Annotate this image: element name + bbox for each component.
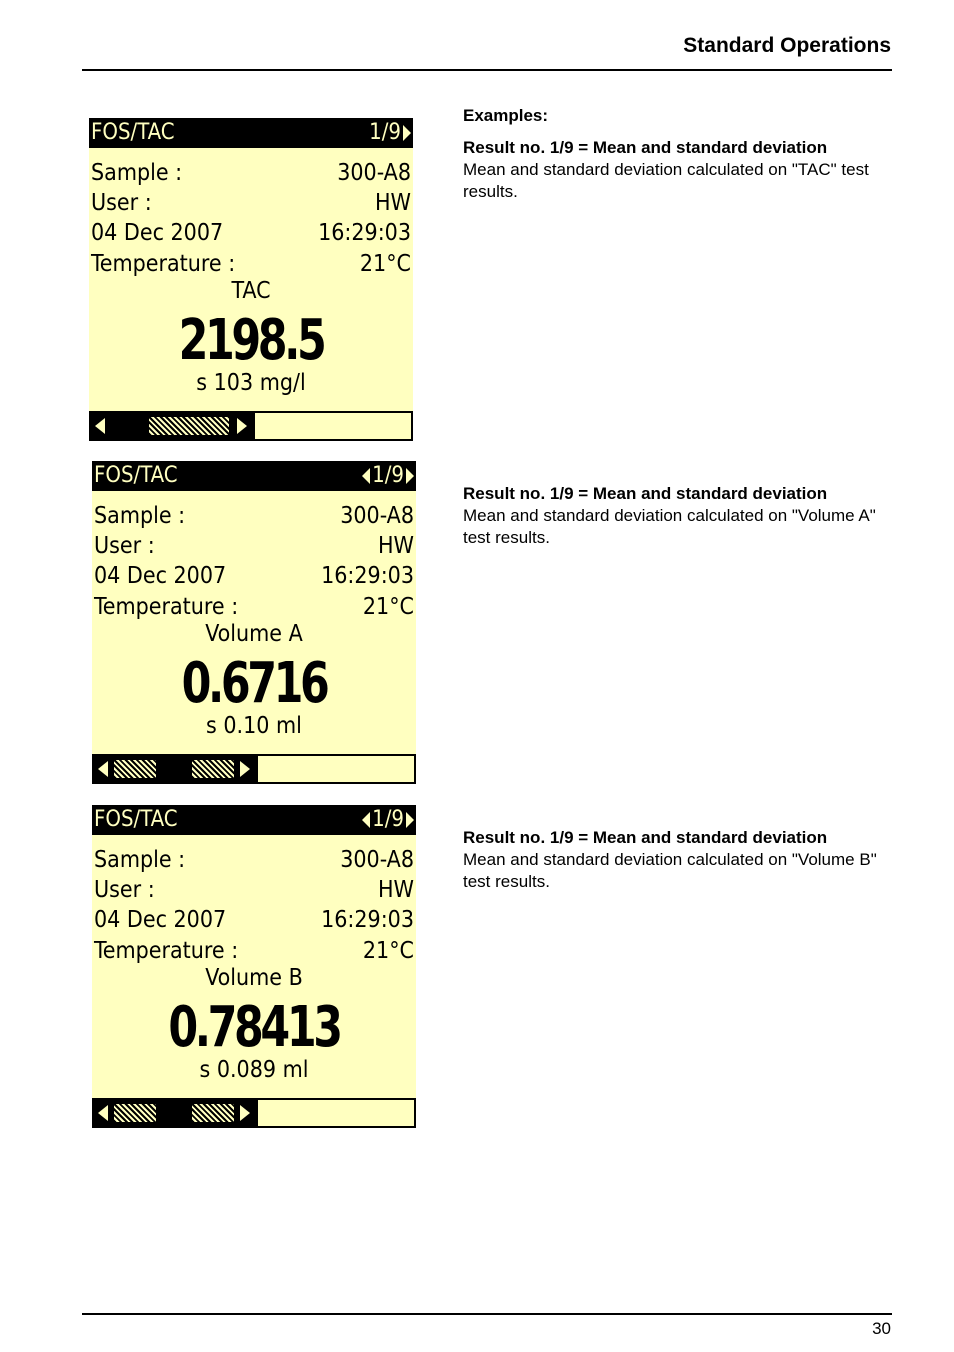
user-row	[94, 531, 414, 561]
datetime-row	[91, 218, 411, 248]
scrollbar-track	[94, 756, 258, 782]
temperature-label: Temperature :	[94, 594, 239, 620]
sample-value: 300-A8	[340, 847, 414, 873]
temperature-row	[91, 249, 411, 279]
previous-arrow-icon[interactable]	[362, 468, 370, 484]
scroll-right-arrow-icon[interactable]	[237, 418, 247, 434]
description-text: Mean and standard deviation calculated on "Volume A" test results.	[463, 506, 876, 547]
scroll-hatch-right	[192, 1104, 234, 1122]
user-row	[91, 188, 411, 218]
datetime-row	[94, 905, 414, 935]
description-text: Mean and standard deviation calculated on "TAC" test results.	[463, 160, 869, 201]
sample-row	[91, 158, 411, 188]
result-navigator[interactable]	[362, 461, 414, 491]
scroll-left-arrow-icon[interactable]	[98, 761, 108, 777]
measurement-label: Volume B	[205, 965, 303, 991]
sample-label: Sample :	[94, 847, 186, 873]
temperature-value: 21°C	[362, 938, 414, 964]
description-tac	[463, 137, 893, 203]
result-navigator[interactable]	[362, 805, 414, 835]
date-value: 04 Dec 2007	[94, 563, 227, 589]
result-counter: 1/9	[369, 120, 401, 145]
result-scrollbar[interactable]	[92, 1098, 416, 1128]
display-title-bar	[92, 461, 416, 491]
user-label: User :	[91, 190, 152, 216]
sample-value: 300-A8	[337, 160, 411, 186]
previous-arrow-icon[interactable]	[362, 812, 370, 828]
display-panel-volume-b	[92, 805, 416, 1128]
page-number: 30	[872, 1319, 891, 1338]
time-value: 16:29:03	[321, 907, 414, 933]
temperature-value: 21°C	[359, 251, 411, 277]
scroll-right-arrow-icon[interactable]	[240, 1105, 250, 1121]
measurement-value: 2198.5	[178, 308, 324, 373]
user-value: HW	[377, 533, 414, 559]
app-name: FOS/TAC	[94, 807, 178, 832]
result-scrollbar[interactable]	[89, 411, 413, 441]
result-counter: 1/9	[372, 807, 404, 832]
sample-value: 300-A8	[340, 503, 414, 529]
user-label: User :	[94, 877, 155, 903]
examples-heading	[463, 105, 893, 127]
sample-row	[94, 845, 414, 875]
sample-label: Sample :	[94, 503, 186, 529]
header-rule	[82, 69, 892, 71]
scrollbar-track	[91, 413, 255, 439]
temperature-row	[94, 936, 414, 966]
description-title: Result no. 1/9 = Mean and standard deviation	[463, 138, 828, 157]
standard-deviation: s 0.10 ml	[206, 713, 302, 739]
description-volume-b	[463, 827, 893, 893]
measurement-value: 0.78413	[168, 995, 340, 1060]
result-scrollbar[interactable]	[92, 754, 416, 784]
description-title: Result no. 1/9 = Mean and standard deviation	[463, 828, 828, 847]
scroll-hatch-left	[114, 760, 156, 778]
next-arrow-icon[interactable]	[406, 468, 414, 484]
result-navigator[interactable]	[369, 118, 411, 148]
standard-deviation: s 0.089 ml	[199, 1057, 309, 1083]
user-value: HW	[374, 190, 411, 216]
user-label: User :	[94, 533, 155, 559]
user-row	[94, 875, 414, 905]
scroll-hatch-right	[192, 760, 234, 778]
next-arrow-icon[interactable]	[403, 125, 411, 141]
app-name: FOS/TAC	[94, 463, 178, 488]
standard-deviation: s 103 mg/l	[196, 370, 306, 396]
date-value: 04 Dec 2007	[91, 220, 224, 246]
display-title-bar	[92, 805, 416, 835]
temperature-label: Temperature :	[91, 251, 236, 277]
date-value: 04 Dec 2007	[94, 907, 227, 933]
time-value: 16:29:03	[318, 220, 411, 246]
next-arrow-icon[interactable]	[406, 812, 414, 828]
measurement-label: Volume A	[205, 621, 303, 647]
scroll-right-arrow-icon[interactable]	[240, 761, 250, 777]
temperature-row	[94, 592, 414, 622]
description-title: Result no. 1/9 = Mean and standard deviation	[463, 484, 828, 503]
scroll-hatch-left	[114, 1104, 156, 1122]
datetime-row	[94, 561, 414, 591]
description-volume-a	[463, 483, 893, 549]
measurement-label: TAC	[231, 278, 271, 304]
temperature-value: 21°C	[362, 594, 414, 620]
time-value: 16:29:03	[321, 563, 414, 589]
scroll-left-arrow-icon[interactable]	[98, 1105, 108, 1121]
temperature-label: Temperature :	[94, 938, 239, 964]
page-header-title: Standard Operations	[683, 34, 891, 57]
sample-label: Sample :	[91, 160, 183, 186]
app-name: FOS/TAC	[91, 120, 175, 145]
result-counter: 1/9	[372, 463, 404, 488]
sample-row	[94, 501, 414, 531]
scroll-left-arrow-icon[interactable]	[95, 418, 105, 434]
measurement-value: 0.6716	[181, 651, 327, 716]
display-panel-volume-a	[92, 461, 416, 784]
scrollbar-track	[94, 1100, 258, 1126]
footer-rule	[82, 1313, 892, 1315]
examples-heading-text: Examples:	[463, 106, 549, 125]
description-text: Mean and standard deviation calculated on "Volume B" test results.	[463, 850, 877, 891]
display-panel-tac	[89, 118, 413, 441]
scroll-hatch	[149, 417, 229, 435]
display-title-bar	[89, 118, 413, 148]
user-value: HW	[377, 877, 414, 903]
